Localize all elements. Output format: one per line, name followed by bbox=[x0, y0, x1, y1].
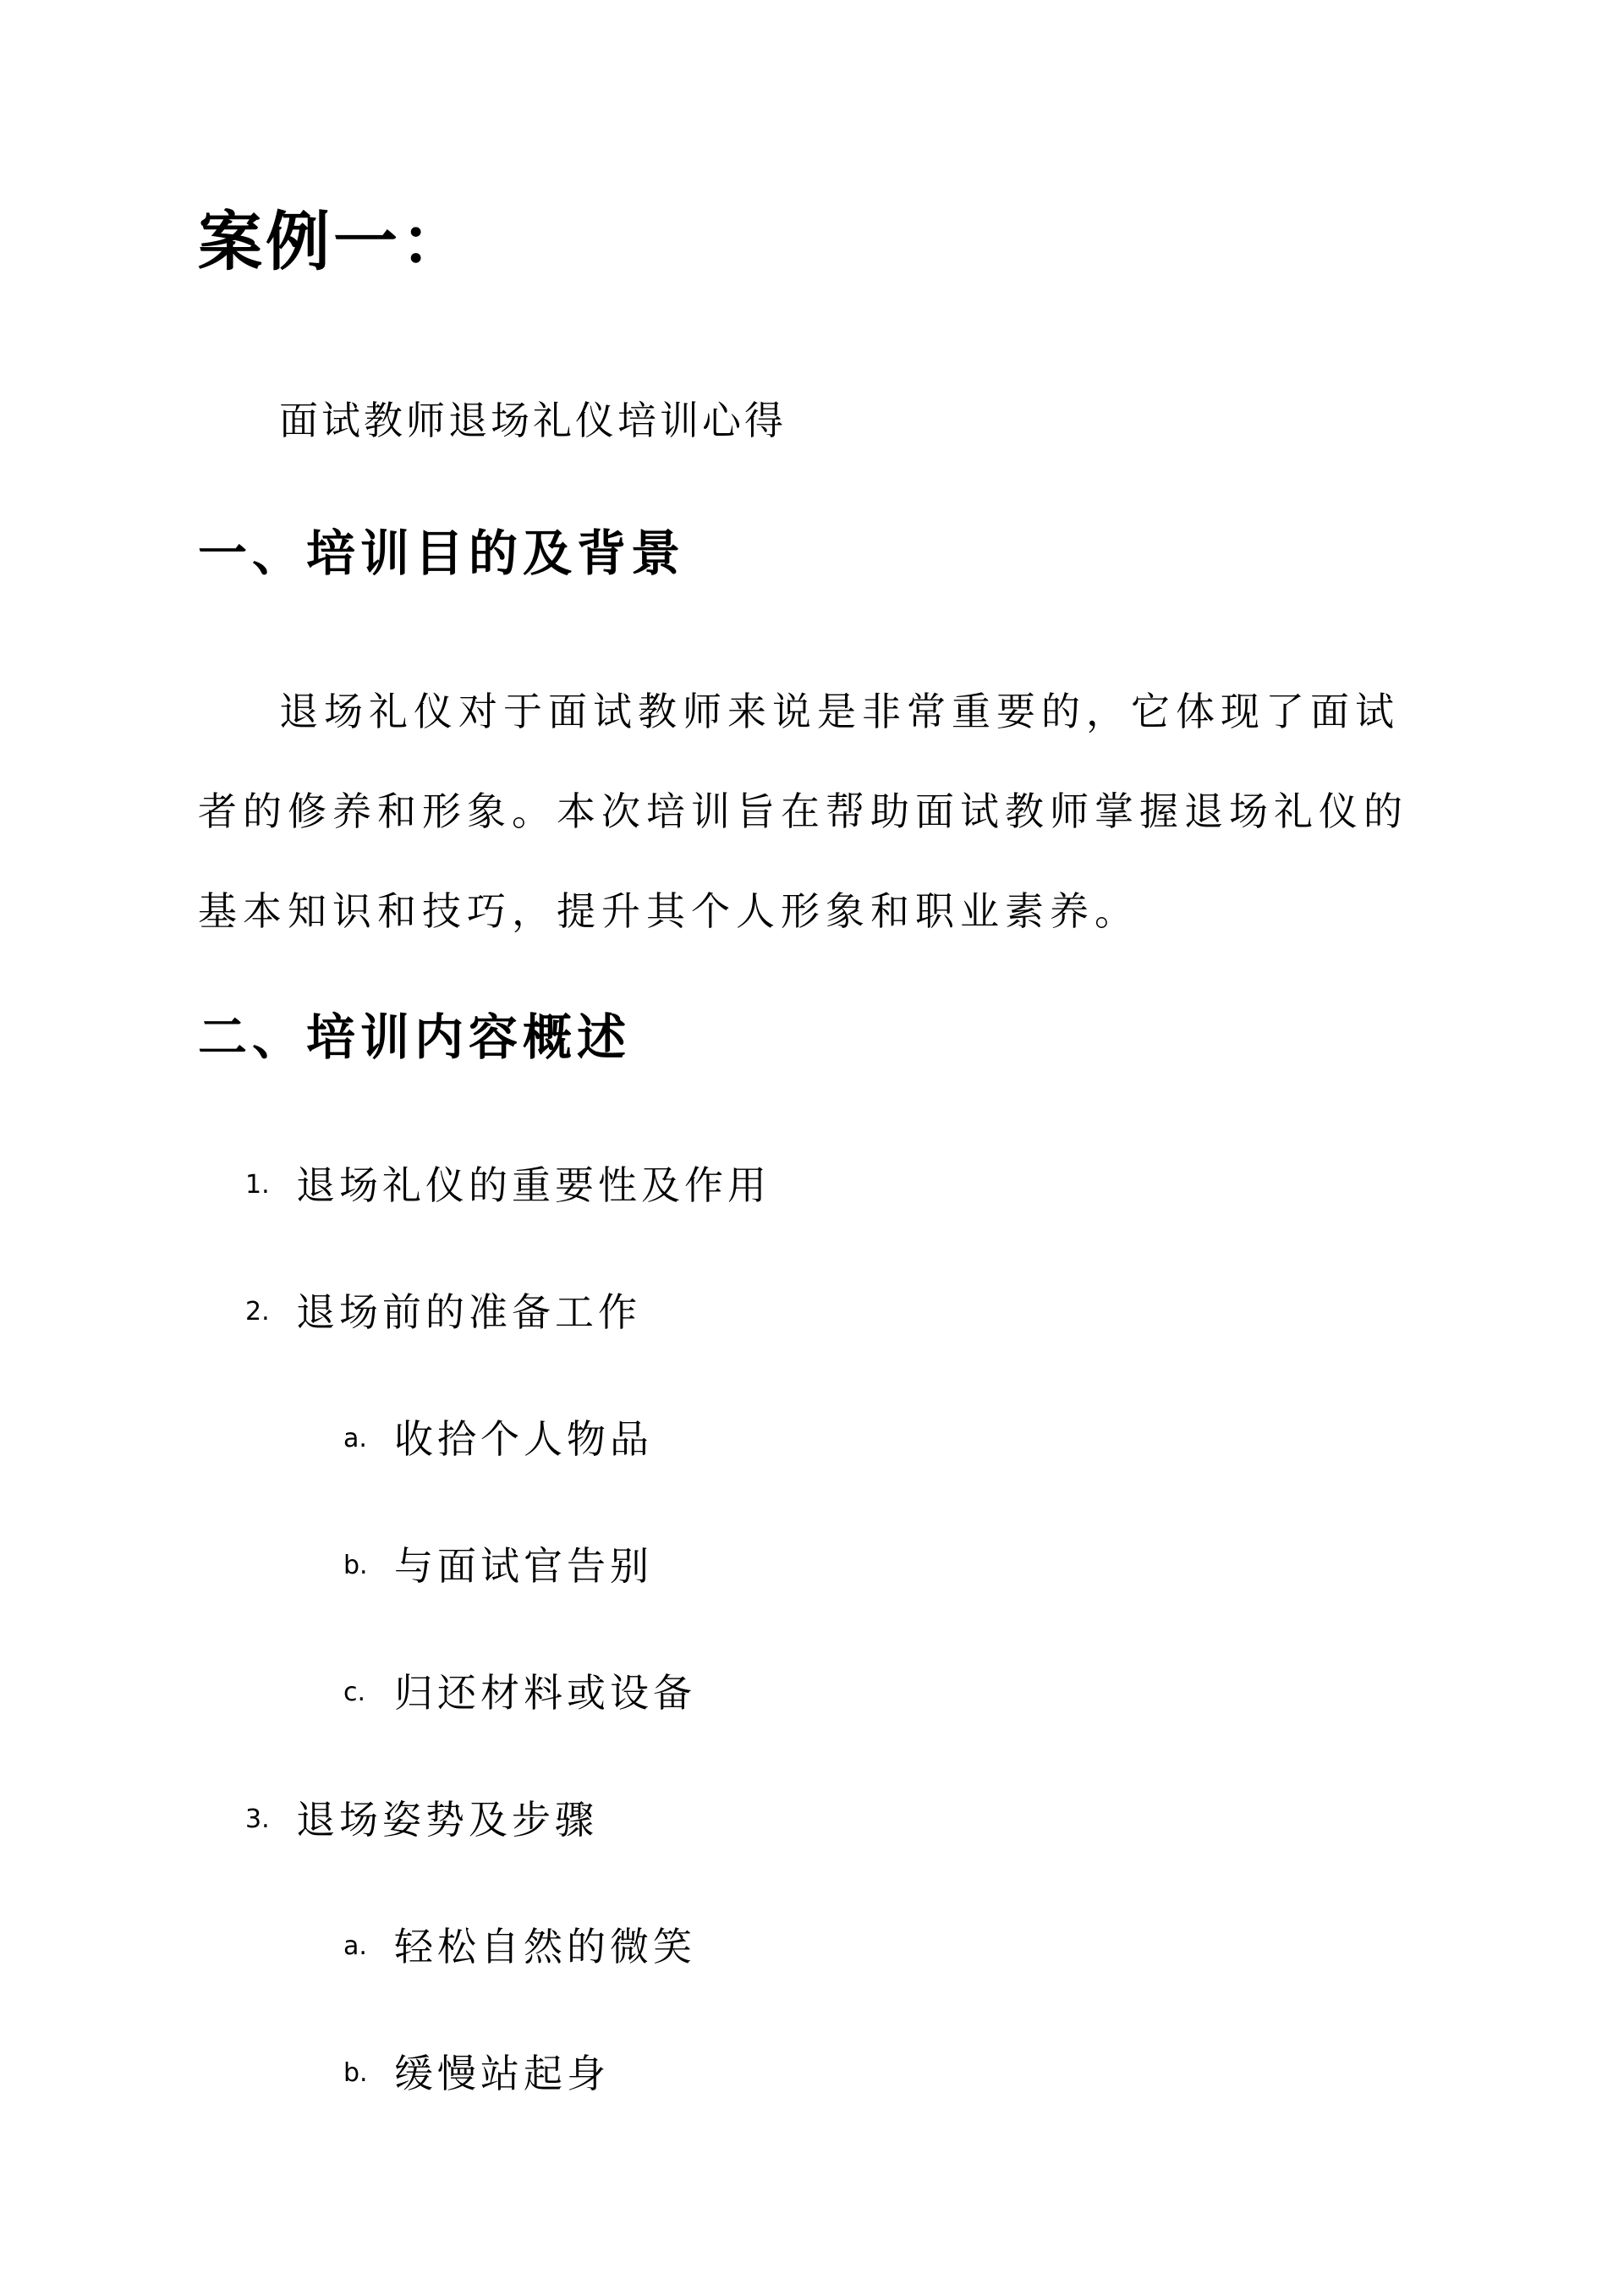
list-marker: a. bbox=[343, 1931, 367, 1961]
list-item-text: 退场前的准备工作 bbox=[296, 1289, 641, 1335]
list-marker: b. bbox=[343, 2058, 368, 2088]
list-item-text: 缓慢站起身 bbox=[394, 2051, 610, 2096]
list-marker: 2. bbox=[245, 1297, 270, 1327]
list-item bbox=[245, 1156, 270, 1215]
list-item-text: 归还材料或设备 bbox=[394, 1670, 696, 1716]
list-marker: b. bbox=[343, 1551, 368, 1580]
document-subtitle: 面试教师退场礼仪培训心得 bbox=[279, 398, 787, 443]
list-item-text: 与面试官告别 bbox=[394, 1543, 653, 1589]
list-item-text: 退场姿势及步骤 bbox=[296, 1797, 598, 1843]
list-item-text: 收拾个人物品 bbox=[394, 1416, 653, 1462]
sub-list-item bbox=[343, 1409, 367, 1469]
list-marker: c. bbox=[343, 1678, 366, 1707]
list-item bbox=[245, 1283, 270, 1342]
list-marker: 3. bbox=[245, 1804, 270, 1834]
sub-list-item bbox=[343, 1917, 367, 1976]
list-marker: 1. bbox=[245, 1170, 270, 1200]
list-item bbox=[245, 1790, 270, 1849]
case-title: 案例一： bbox=[198, 204, 469, 279]
list-marker: a. bbox=[343, 1424, 367, 1453]
list-item-text: 退场礼仪的重要性及作用 bbox=[296, 1162, 771, 1208]
section-1-paragraph-text: 退场礼仪对于面试教师来说是非常重要的，它体现了面试者的修养和形象。本次培训旨在帮助面试教师掌握退场礼仪的基本知识和技巧，提升其个人形象和职业素养。 bbox=[198, 689, 1408, 934]
sub-list-item bbox=[343, 1663, 365, 1722]
list-item-text: 轻松自然的微笑 bbox=[394, 1924, 696, 1969]
section-2-heading: 二、培训内容概述 bbox=[198, 1008, 632, 1066]
section-1-heading: 一、培训目的及背景 bbox=[198, 525, 686, 582]
sub-list-item bbox=[343, 1536, 368, 1596]
sub-list-item bbox=[343, 2044, 368, 2103]
section-1-paragraph bbox=[198, 662, 1426, 961]
